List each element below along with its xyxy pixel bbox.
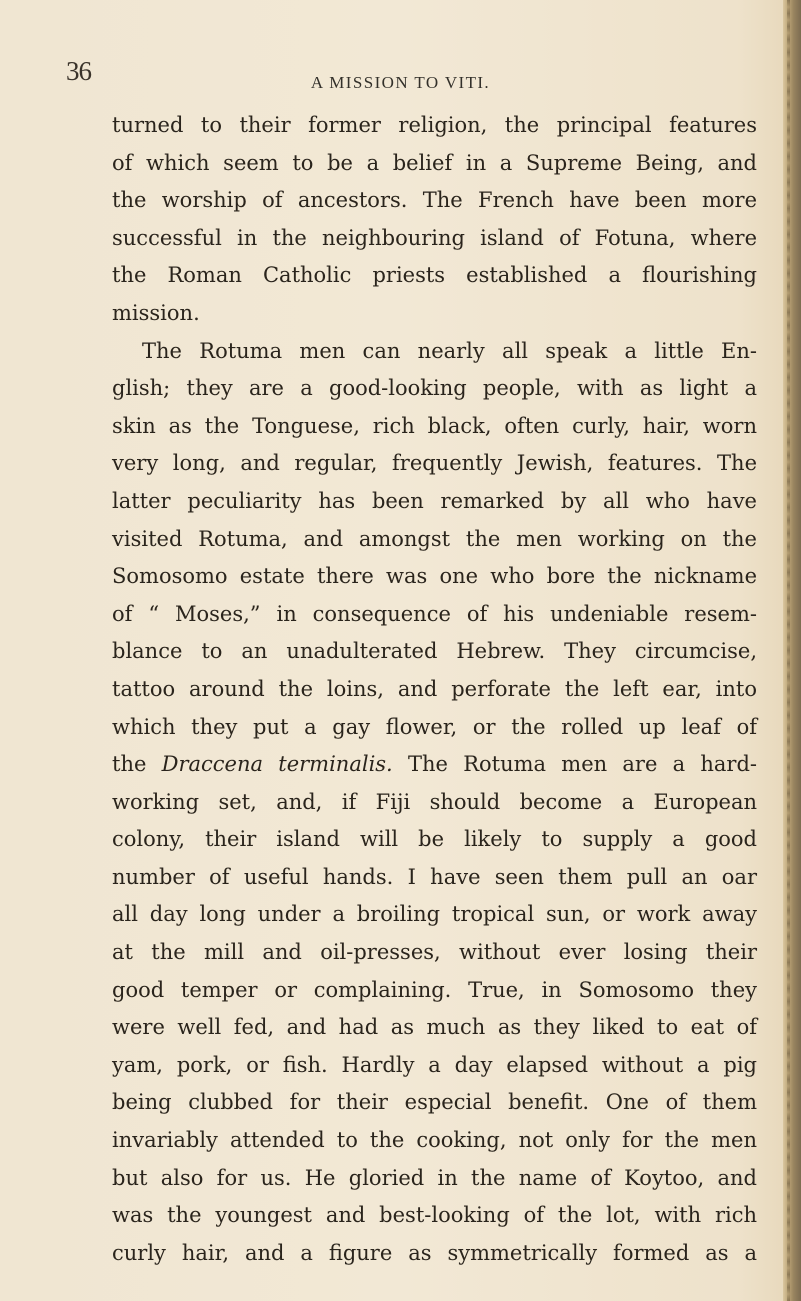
text-line: turned to their former religion, the principal features	[112, 113, 757, 137]
text-line: but also for us. He gloried in the name of Koytoo, and	[112, 1165, 757, 1190]
text-line: which they put a gay flower, or the rolled up leaf of	[112, 714, 757, 739]
text-segment: The Rotuma men are a hard-	[392, 752, 758, 777]
text-line: of “ Moses,” in consequence of his undeniable resem-	[112, 601, 757, 626]
paragraph-start-line: The Rotuma men can nearly all speak a little En-	[142, 338, 757, 363]
text-line: all day long under a broiling tropical sun, or work away	[112, 902, 757, 927]
body-text	[112, 107, 757, 1272]
text-line: yam, pork, or fish. Hardly a day elapsed without a pig	[112, 1052, 757, 1077]
text-line: working set, and, if Fiji should become a European	[112, 789, 757, 814]
text-line: successful in the neighbouring island of Fotuna, where	[112, 225, 757, 250]
page-edge-binding	[783, 0, 801, 1301]
text-line: the worship of ancestors. The French have been more	[112, 188, 757, 213]
text-line: the Roman Catholic priests established a flourishing	[112, 263, 757, 288]
text-line: number of useful hands. I have seen them pull an oar	[112, 864, 757, 889]
text-line: tattoo around the loins, and perforate the left ear, into	[112, 676, 757, 701]
text-line: curly hair, and a figure as symmetrically formed as a	[112, 1240, 757, 1265]
text-line-with-italic	[112, 746, 757, 784]
text-line: at the mill and oil-presses, without ever losing their	[112, 940, 757, 965]
text-line: was the youngest and best-looking of the lot, with rich	[112, 1203, 757, 1228]
text-line: mission.	[112, 300, 200, 325]
page-number: 36	[66, 56, 91, 86]
text-segment: the	[112, 752, 162, 777]
text-line: visited Rotuma, and amongst the men working on the	[112, 526, 757, 551]
running-head: A MISSION TO VITI.	[310, 73, 491, 92]
text-line: invariably attended to the cooking, not only for the men	[112, 1128, 757, 1153]
text-line: of which seem to be a belief in a Supreme Being, and	[112, 150, 757, 175]
text-line: skin as the Tonguese, rich black, often curly, hair, worn	[112, 413, 757, 438]
text-line: colony, their island will be likely to supply a good	[112, 827, 757, 852]
text-line: were well fed, and had as much as they liked to eat of	[112, 1015, 757, 1040]
text-line: latter peculiarity has been remarked by all who have	[112, 488, 757, 513]
text-line: good temper or complaining. True, in Somosomo they	[112, 977, 757, 1002]
text-line: being clubbed for their especial benefit. One of them	[112, 1090, 757, 1115]
text-line: Somosomo estate there was one who bore the nickname	[112, 564, 757, 589]
text-line: very long, and regular, frequently Jewish, features. The	[112, 451, 757, 476]
text-line: blance to an unadulterated Hebrew. They circumcise,	[112, 639, 757, 664]
text-line: glish; they are a good-looking people, with as light a	[112, 376, 757, 401]
italic-species-name: Draccena terminalis.	[161, 752, 393, 777]
